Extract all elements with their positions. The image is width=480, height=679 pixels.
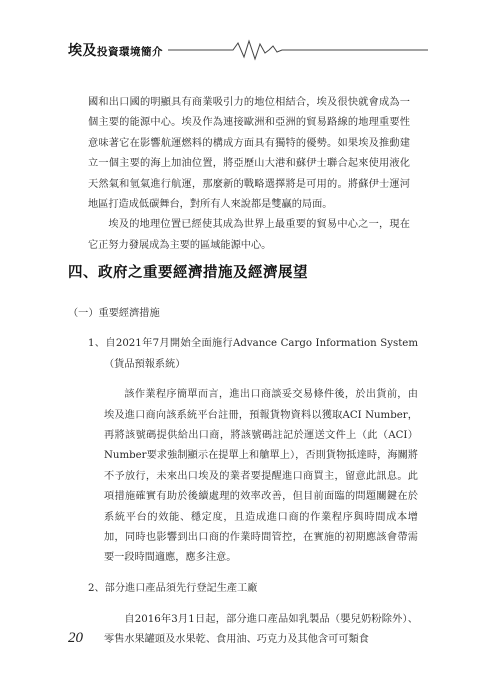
header-title-sub: 投資環境簡介 bbox=[97, 46, 163, 58]
page-number: 20 bbox=[68, 630, 83, 646]
item-1-body: 該作業程序簡單而言，進出口商談妥交易條件後，於出貨前，由埃及進口商向該系統平台註冊，預報貨物資料以獲取ACI Number，再將該號碼提供給出口商，將該號碼註記於運送文件上（此（ACI）Number要求強制顯示在提單上和艙單上），否則貨物抵達時，海關將不予放行，未來出口埃及的業者要提醒進口商買主，留意此訊息。此項措施確實有助於後續處理的效率改善，但目前面臨的問題關鍵在於系統平台的效能、穩定度，且造成進口商的作業程序與時間成本增加，同時也影響到出口商的作業時間管控，在實施的初期應該會帶需要一段時間適應，應多注意。 bbox=[104, 389, 418, 564]
item-2-body: 自2016年3月1日起，部分進口產品如乳製品（嬰兒奶粉除外）、零售水果罐頭及水果乾、食用油、巧克力及其他含可可類食 bbox=[104, 613, 418, 646]
section-title: 四、政府之重要經濟措施及經濟展望 bbox=[68, 264, 308, 281]
header-pulse-line bbox=[68, 38, 428, 62]
item-2-title: 2、部分進口產品須先行登記生產工廠 bbox=[88, 583, 258, 595]
item-1-title: 1、自2021年7月開始全面施行Advance Cargo Information System（貨品預報系統） bbox=[88, 338, 418, 370]
intro-paragraph-1: 國和出口國的明顯具有商業吸引力的地位相結合，埃及很快就會成為一個主要的能源中心。埃及作為連接歐洲和亞洲的貿易路線的地理重要性意味著它在影響航運燃料的構成方面具有獨特的優勢。如果埃及推動建立一個主要的海上加油位置，將亞歷山大港和蘇伊士聯合起來使用液化天然氣和氫氣進行航運，那麼新的戰略選擇將是可用的。將蘇伊士運河地區打造成低碳舞台，對所有人來說都是雙贏的局面。 bbox=[88, 97, 410, 211]
sub-heading: （一）重要經濟措施 bbox=[68, 308, 160, 319]
intro-text bbox=[88, 93, 410, 256]
measures-block bbox=[88, 324, 418, 661]
running-header bbox=[68, 38, 428, 62]
header-title-main: 埃及 bbox=[68, 43, 97, 59]
intro-paragraph-2: 埃及的地理位置已經使其成為世界上最重要的貿易中心之一，現在它正努力發展成為主要的區域能源中心。 bbox=[88, 219, 410, 251]
